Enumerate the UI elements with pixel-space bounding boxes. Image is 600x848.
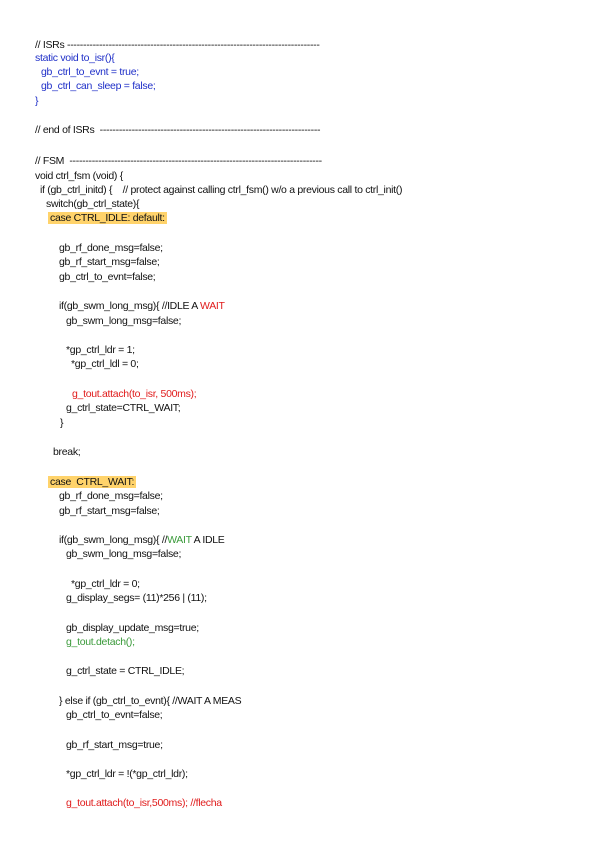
isr-body-line-2: gb_ctrl_can_sleep = false; — [41, 80, 156, 92]
idle-break: break; — [53, 446, 81, 458]
wait-if-suffix: A IDLE — [191, 534, 225, 546]
case-idle-line — [48, 212, 167, 225]
wait-tout-attach: g_tout.attach(to_isr,500ms); //flecha — [66, 797, 222, 809]
idle-if-line — [59, 300, 225, 313]
wait-rf-start: gb_rf_start_msg=false; — [59, 505, 160, 517]
idle-if-close: } — [60, 417, 64, 429]
wait-swm-reset: gb_swm_long_msg=false; — [66, 548, 182, 560]
wait-tout-detach: g_tout.detach(); — [66, 636, 135, 648]
wait-ldr-toggle: *gp_ctrl_ldr = !(*gp_ctrl_ldr); — [66, 768, 188, 780]
isr-signature: static void to_isr(){ — [35, 52, 115, 64]
case-wait-label: case CTRL_WAIT: — [50, 476, 135, 488]
wait-rf-start-true: gb_rf_start_msg=true; — [66, 739, 163, 751]
case-wait-line — [48, 476, 136, 489]
switch-line: switch(gb_ctrl_state){ — [46, 198, 140, 210]
isrs-header-comment: // ISRs ------------------------------------------------------------------------------- — [35, 39, 320, 51]
wait-ldr: *gp_ctrl_ldr = 0; — [71, 578, 140, 590]
idle-rf-start: gb_rf_start_msg=false; — [59, 256, 160, 268]
wait-ctrl-evnt-reset: gb_ctrl_to_evnt=false; — [66, 709, 163, 721]
wait-display-update: gb_display_update_msg=true; — [66, 622, 199, 634]
fsm-signature: void ctrl_fsm (void) { — [35, 170, 123, 182]
idle-if-prefix: if(gb_swm_long_msg){ //IDLE A — [59, 300, 200, 312]
wait-elseif: } else if (gb_ctrl_to_evnt){ //WAIT A MEAS — [59, 695, 242, 707]
case-idle-label: case CTRL_IDLE: default: — [50, 212, 165, 224]
idle-rf-done: gb_rf_done_msg=false; — [59, 242, 163, 254]
wait-if-wait: WAIT — [167, 534, 192, 546]
end-isrs-comment: // end of ISRs --------------------------------------------------------------------- — [35, 124, 321, 136]
idle-ctrl-evnt: gb_ctrl_to_evnt=false; — [59, 271, 156, 283]
idle-ldr: *gp_ctrl_ldr = 1; — [66, 344, 135, 356]
wait-display-segs: g_display_segs= (11)*256 | (11); — [66, 592, 207, 604]
isr-body-line-1: gb_ctrl_to_evnt = true; — [41, 66, 139, 78]
wait-state-idle: g_ctrl_state = CTRL_IDLE; — [66, 665, 185, 677]
idle-state-wait: g_ctrl_state=CTRL_WAIT; — [66, 402, 181, 414]
wait-rf-done: gb_rf_done_msg=false; — [59, 490, 163, 502]
idle-if-wait: WAIT — [200, 300, 225, 312]
wait-if-prefix: if(gb_swm_long_msg){ // — [59, 534, 168, 546]
isr-close-brace: } — [35, 95, 39, 107]
idle-swm-reset: gb_swm_long_msg=false; — [66, 315, 182, 327]
wait-if-line — [59, 534, 224, 547]
fsm-init-check: if (gb_ctrl_initd) { // protect against calling ctrl_fsm() w/o a previous call to ctrl_init() — [40, 184, 403, 196]
idle-ldl: *gp_ctrl_ldl = 0; — [71, 358, 139, 370]
idle-tout-attach: g_tout.attach(to_isr, 500ms); — [72, 388, 197, 400]
fsm-header-comment: // FSM ------------------------------------------------------------------------------- — [35, 155, 322, 167]
